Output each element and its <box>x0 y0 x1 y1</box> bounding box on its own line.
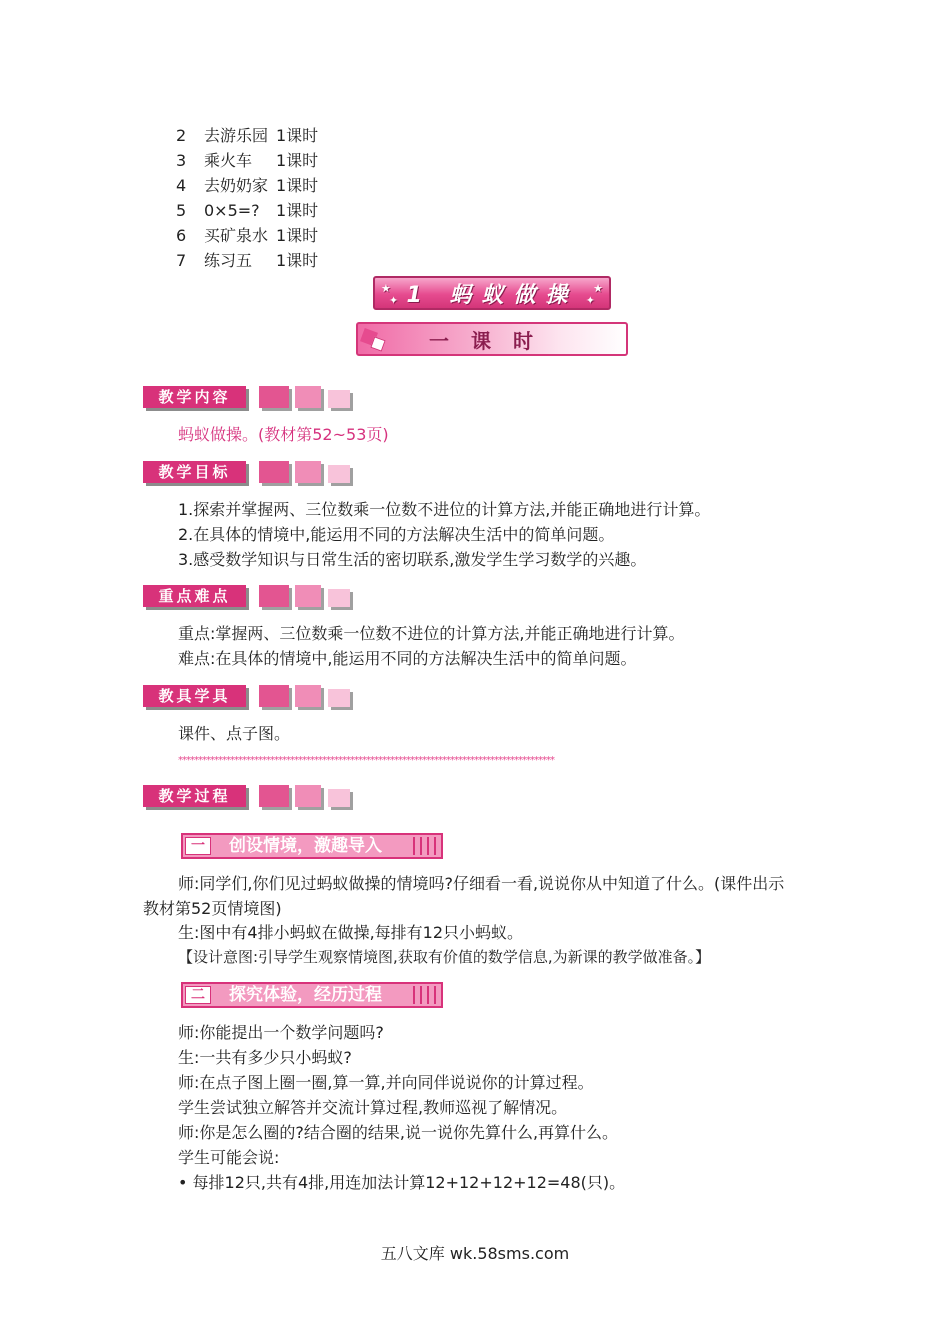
step-header-1 <box>181 833 443 859</box>
step2-line: 生:一共有多少只小蚂蚁? <box>178 1048 352 1067</box>
step-title: 探究体验，经历过程 <box>229 985 382 1005</box>
toc-num: 3 <box>176 151 187 170</box>
step2-line: 学生可能会说: <box>178 1148 280 1167</box>
toc-row <box>176 149 318 173</box>
toc-hours: 1课时 <box>276 151 319 170</box>
decor-block <box>259 685 289 707</box>
decor-block <box>259 461 289 483</box>
toc-num: 4 <box>176 176 187 195</box>
toc-hours: 1课时 <box>276 251 319 270</box>
toc-num: 5 <box>176 201 187 220</box>
decor-block <box>328 589 350 607</box>
lesson-title-banner <box>373 276 611 310</box>
design-intent: 【设计意图:引导学生观察情境图,获取有价值的数学信息,为新课的教学做准备。】 <box>178 948 711 966</box>
lesson-period-banner <box>356 322 628 356</box>
toc-row <box>176 224 318 248</box>
step2-line: 师:在点子图上圈一圈,算一算,并向同伴说说你的计算过程。 <box>178 1073 594 1092</box>
key-item: 难点:在具体的情境中,能运用不同的方法解决生活中的简单问题。 <box>178 649 637 668</box>
goal-item: 2.在具体的情境中,能运用不同的方法解决生活中的简单问题。 <box>178 525 615 544</box>
star-icon: ✦ <box>585 294 595 307</box>
toc-name: 去奶奶家 <box>204 176 269 195</box>
toc-hours: 1课时 <box>276 226 319 245</box>
bars-icon <box>413 986 437 1004</box>
step1-line: 师:同学们,你们见过蚂蚁做操的情境吗?仔细看一看,说说你从中知道了什么。(课件出示 <box>178 874 785 893</box>
step2-line: 师:你是怎么圈的?结合圈的结果,说一说你先算什么,再算什么。 <box>178 1123 619 1142</box>
toc-num: 7 <box>176 251 187 270</box>
lesson-period: 一课时 <box>429 328 555 353</box>
separator: ********************************************************************************************** <box>178 755 554 766</box>
step-number: 一 <box>185 837 211 855</box>
toc-num: 6 <box>176 226 187 245</box>
section-label: 重点难点 <box>143 585 246 607</box>
toc-name: 练习五 <box>204 251 253 270</box>
toc-name: 0×5=? <box>204 201 260 220</box>
toc-name: 乘火车 <box>204 151 253 170</box>
toc-num: 2 <box>176 126 187 145</box>
toc-row <box>176 174 318 198</box>
section-label: 教学过程 <box>143 785 246 807</box>
decor-block <box>295 585 321 607</box>
decor-block <box>259 386 289 408</box>
decor-block <box>259 585 289 607</box>
step2-line: 学生尝试独立解答并交流计算过程,教师巡视了解情况。 <box>178 1098 568 1117</box>
toc-row <box>176 199 318 223</box>
toc-hours: 1课时 <box>276 126 319 145</box>
toc-name: 去游乐园 <box>204 126 269 145</box>
decor-block <box>295 386 321 408</box>
section-label: 教具学具 <box>143 685 246 707</box>
step-header-2 <box>181 982 443 1008</box>
key-item: 重点:掌握两、三位数乘一位数不进位的计算方法,并能正确地进行计算。 <box>178 624 685 643</box>
decor-block <box>295 685 321 707</box>
toc-name: 买矿泉水 <box>204 226 269 245</box>
section-label: 教学内容 <box>143 386 246 408</box>
decor-block <box>328 465 350 483</box>
toc-row <box>176 124 318 148</box>
content-text: 蚂蚁做操。(教材第52~53页) <box>178 425 389 444</box>
star-icon: ★ <box>381 282 391 295</box>
tools-text: 课件、点子图。 <box>178 724 291 743</box>
decor-block <box>259 785 289 807</box>
star-icon: ✦ <box>389 294 399 307</box>
decor-block <box>295 785 321 807</box>
lesson-title: 1 蚂蚁做操 <box>406 282 578 308</box>
toc-hours: 1课时 <box>276 201 319 220</box>
step2-line: 师:你能提出一个数学问题吗? <box>178 1023 384 1042</box>
step-title: 创设情境，激趣导入 <box>229 836 382 856</box>
decor-block <box>328 689 350 707</box>
bars-icon <box>413 837 437 855</box>
toc-hours: 1课时 <box>276 176 319 195</box>
decor-block <box>295 461 321 483</box>
decor-block <box>328 390 350 408</box>
toc-row <box>176 249 318 273</box>
section-label: 教学目标 <box>143 461 246 483</box>
star-icon: ★ <box>593 282 603 295</box>
decor-block <box>328 789 350 807</box>
goal-item: 3.感受数学知识与日常生活的密切联系,激发学生学习数学的兴趣。 <box>178 550 647 569</box>
step1-line: 教材第52页情境图) <box>143 899 282 918</box>
step-number: 二 <box>185 986 211 1004</box>
footer-watermark: 五八文库 wk.58sms.com <box>380 1244 570 1263</box>
step2-line: • 每排12只,共有4排,用连加法计算12+12+12+12=48(只)。 <box>178 1173 626 1192</box>
step1-line: 生:图中有4排小蚂蚁在做操,每排有12只小蚂蚁。 <box>178 923 524 942</box>
goal-item: 1.探索并掌握两、三位数乘一位数不进位的计算方法,并能正确地进行计算。 <box>178 500 711 519</box>
